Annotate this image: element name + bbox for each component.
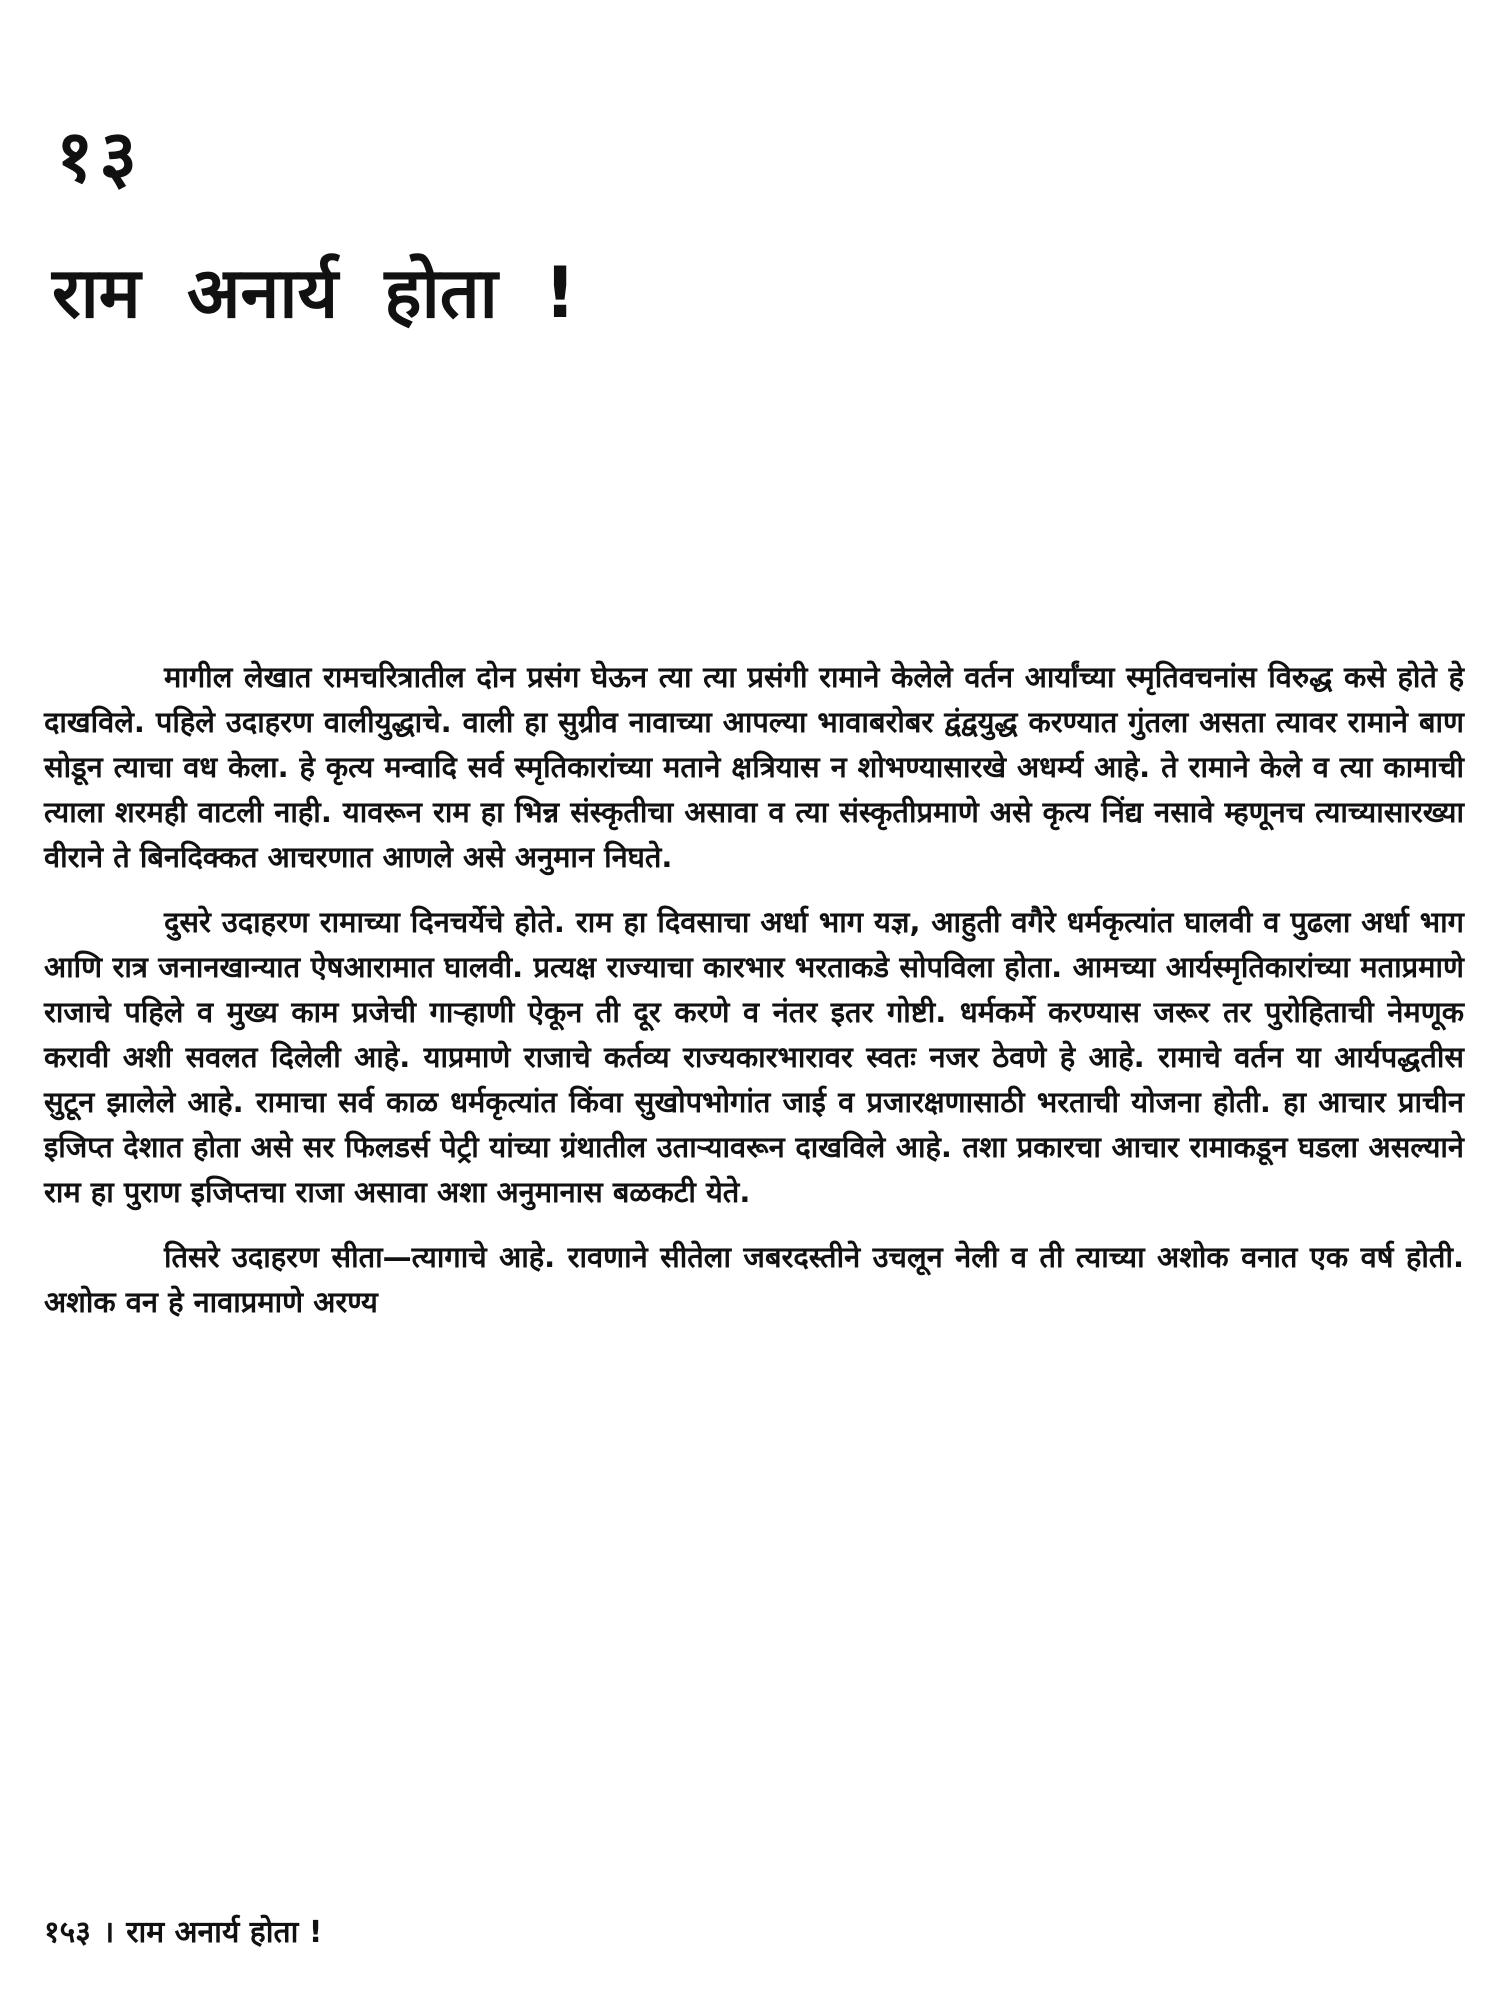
chapter-body	[44, 655, 1464, 1345]
paragraph-2: दुसरे उदाहरण रामाच्या दिनचर्येचे होते. राम हा दिवसाचा अर्धा भाग यज्ञ, आहुती वगैरे धर्मकृत्यांत घालवी व पुढला अर्धा भाग आणि रात्र जनानखान्यात ऐषआरामात घालवी. प्रत्यक्ष राज्याचा कारभार भरताकडे सोपविला होता. आमच्या आर्यस्मृतिकारांच्या मताप्रमाणे राजाचे पहिले व मुख्य काम प्रजेची गाऱ्हाणी ऐकून ती दूर करणे व नंतर इतर गोष्टी. धर्मकर्मे करण्यास जरूर तर पुरोहिताची नेमणूक करावी अशी सवलत दिलेली आहे. याप्रमाणे राजाचे कर्तव्य राज्यकारभारावर स्वतः नजर ठेवणे हे आहे. रामाचे वर्तन या आर्यपद्धतीस सुटून झालेले आहे. रामाचा सर्व काळ धर्मकृत्यांत किंवा सुखोपभोगांत जाई व प्रजारक्षणासाठी भरताची योजना होती. हा आचार प्राचीन इजिप्त देशात होता असे सर फिलडर्स पेट्री यांच्या ग्रंथातील उताऱ्यावरून दाखविले आहे. तशा प्रकारचा आचार रामाकडून घडला असल्याने राम हा पुराण इजिप्तचा राजा असावा अशा अनुमानास बळकटी येते.	[44, 905, 1464, 1209]
page-footer	[44, 1915, 323, 1950]
chapter-number: १३	[56, 114, 143, 198]
paragraph-3: तिसरे उदाहरण सीता—त्यागाचे आहे. रावणाने सीतेला जबरदस्तीने उचलून नेली व ती त्याच्या अशोक वनात एक वर्ष होती. अशोक वन हे नावाप्रमाणे अरण्य	[44, 1240, 1464, 1319]
page-number: १५३	[44, 1915, 91, 1950]
footer-separator: ।	[102, 1915, 115, 1950]
running-title: राम अनार्य होता !	[126, 1915, 323, 1950]
chapter-title: राम अनार्य होता !	[52, 252, 577, 334]
paragraph-1: मागील लेखात रामचरित्रातील दोन प्रसंग घेऊन त्या त्या प्रसंगी रामाने केलेले वर्तन आर्यांच्या स्मृतिवचनांस विरुद्ध कसे होते हे दाखविले. पहिले उदाहरण वालीयुद्धाचे. वाली हा सुग्रीव नावाच्या आपल्या भावाबरोबर द्वंद्वयुद्ध करण्यात गुंतला असता त्यावर रामाने बाण सोडून त्याचा वध केला. हे कृत्य मन्वादि सर्व स्मृतिकारांच्या मताने क्षत्रियास न शोभण्यासारखे अधर्म्य आहे. ते रामाने केले व त्या कामाची त्याला शरमही वाटली नाही. यावरून राम हा भिन्न संस्कृतीचा असावा व त्या संस्कृतीप्रमाणे असे कृत्य निंद्य नसावे म्हणूनच त्याच्यासारख्या वीराने ते बिनदिक्कत आचरणात आणले असे अनुमान निघते.	[44, 660, 1464, 874]
